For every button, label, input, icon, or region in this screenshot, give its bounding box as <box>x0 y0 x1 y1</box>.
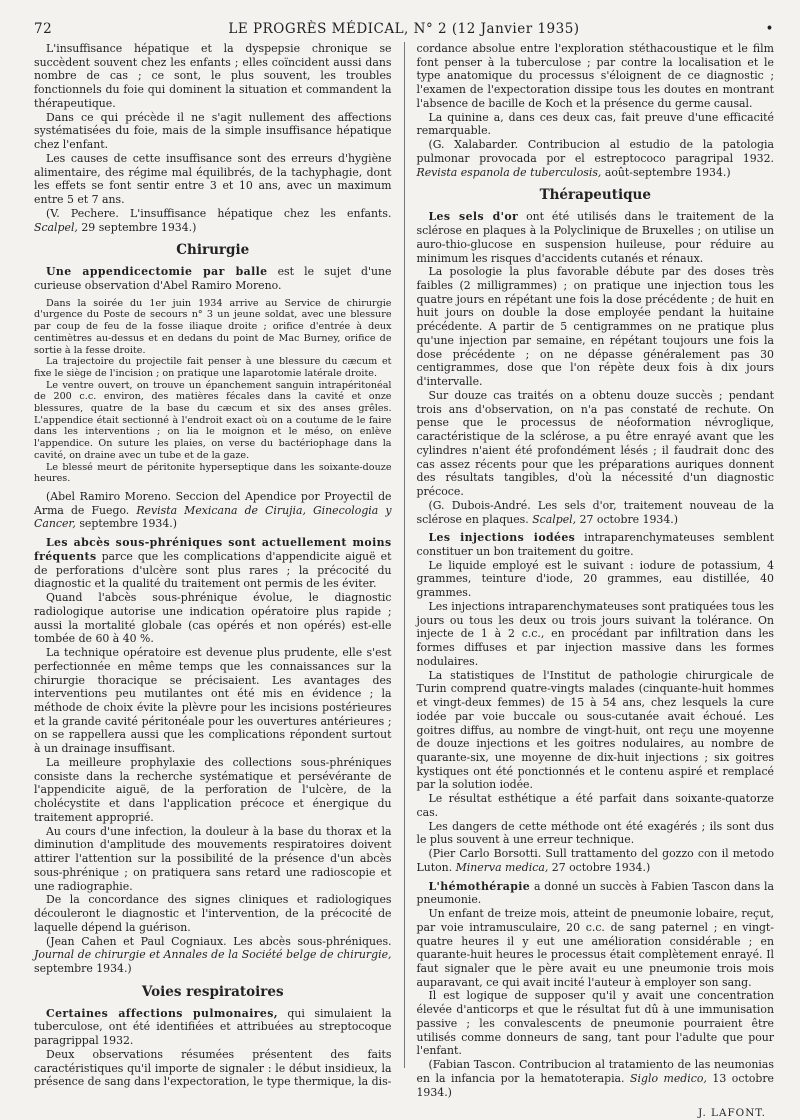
paragraph: La posologie la plus favorable débute par des doses très faibles (2 milligrammes) ; on pratique une injection tous les quatre jours en répétant une fois la dose précédente ; de huit en huit jours on double la dose employée pendant la huitaine précédente. A partir de 5 centigrammes on ne pratique plus qu'une injection par semaine, en répétant toujours une fois la dose précédente ; on ne dépasse généralement pas 30 centigrammes, dose que l'on répète deux fois à dix jours d'intervalle. <box>416 265 774 389</box>
paragraph: Au cours d'une infection, la douleur à la base du thorax et la diminution d'amplitude des mouvements respiratoires doivent attirer l'attention sur la possibilité de la présence d'un abcès sous-phrénique ; on pratiquera sans retard une radioscopie et une radiographie. <box>34 824 392 893</box>
paragraph: Sur douze cas traités on a obtenu douze succès ; pendant trois ans d'observation, on n'a pas constaté de rechute. On pense que le processus de néoformation névroglique, caractéristique de la sclérose, a pu être enrayé avant que les cylindres n'aient été profondément lésés ; il faudrait donc des cas assez récents pour que les préparations auriques donnent des résultats tangibles, d'où la nécessité d'un diagnostic précoce. <box>416 388 774 499</box>
paragraph: Un enfant de treize mois, atteint de pneumonie lobaire, reçut, par voie intramusculaire, 20 c.c. de sang paternel ; en vingt-quatre heures il y eut une amélioration considérable ; en quarante-huit heures le processus était complètement enrayé. Il faut signaler que le père avait eu une pneumonie trois mois auparavant, ce qui avait incité l'auteur à employer son sang. <box>416 907 774 989</box>
citation: (Jean Cahen et Paul Cogniaux. Les abcès sous-phréniques. Journal de chirurgie et Annales de la Société belge de chirurgie, septembre 1934.) <box>34 934 392 975</box>
paragraph: L'insuffisance hépatique et la dyspepsie chronique se succèdent souvent chez les enfants ; elles coïncident aussi dans nombre de cas ; ce sont, le plus souvent, les troubles fonctionnels du foie qui dominent la situation et commandent la thérapeutique. <box>34 42 392 110</box>
case-report: Le ventre ouvert, on trouve un épanchement sanguin intrapéritonéal de 200 c.c. environ, des matières fécales dans la cavité et onze blessures, quatre de la base du cæcum et six des anses grêles. L'appendice était sectionné à l'endroit exact où on a coutume de le faire dans les interventions ; on lia le moignon et le méso, on enlève l'appendice. On suture les plaies, on verse du bactériophage dans la cavité, on draine avec un tube et de la gaze. <box>34 379 392 461</box>
paragraph: Quand l'abcès sous-phrénique évolue, le diagnostic radiologique autorise une indication opératoire plus rapide ; aussi la mortalité globale (cas opérés et non opérés) est-elle tombée de 60 à 40 %. <box>34 591 392 646</box>
paragraph: La technique opératoire est devenue plus prudente, elle s'est perfectionnée en même temps que les connaissances sur la chirurgie thoracique se précisaient. Les avantages des interventions peu mutilantes ont été mis en évidence ; la méthode de choix évite la plèvre pour les incisions postérieures et la grande cavité péritonéale pour les ouvertures antérieures ; on se rappellera aussi que les complications répondent surtout à un drainage insuffisant. <box>34 646 392 756</box>
left-column <box>34 42 404 1089</box>
page-number: 72 <box>34 21 53 37</box>
article-intro: Une appendicectomie par balle est le sujet d'une curieuse observation d'Abel Ramiro Moreno. <box>34 265 392 293</box>
header-mark: • <box>765 21 774 37</box>
paragraph: Les dangers de cette méthode ont été exagérés ; ils sont dus le plus souvent à une erreur technique. <box>416 819 774 847</box>
citation: (G. Xalabarder. Contribucion al estudio de la patologia pulmonar provocada por el estreptococo paragripal 1932. Revista espanola de tuberculosis, août-septembre 1934.) <box>416 138 774 179</box>
case-report: Le blessé meurt de péritonite hyperseptique dans les soixante-douze heures. <box>34 461 392 485</box>
paragraph: Les injections intraparenchymateuses sont pratiquées tous les jours ou tous les deux ou trois jours suivant la tolérance. On injecte de 1 à 2 c.c., en procédant par infiltration dans les formes diffuses et par injection massive dans les formes nodulaires. <box>416 599 774 668</box>
citation: (Abel Ramiro Moreno. Seccion del Apendice por Proyectil de Arma de Fuego. Revista Mexicana de Cirujia, Ginecologia y Cancer, septembre 1934.) <box>34 490 392 531</box>
text-columns <box>34 42 775 1120</box>
article-intro: Les abcès sous-phréniques sont actuellement moins fréquents parce que les complications d'appendicite aiguë et de perforations d'ulcère sont plus rares ; la précocité du diagnostic et la qualité du traitement ont permis de les éviter. <box>34 536 392 591</box>
article-intro: Les sels d'or ont été utilisés dans le traitement de la sclérose en plaques à la Polyclinique de Bruxelles ; on utilise un auro-thio-glucose en suspension huileuse, pour réduire au minimum les risques d'accidents cutanés et rénaux. <box>416 210 775 265</box>
paragraph: La quinine a, dans ces deux cas, fait preuve d'une efficacité remarquable. <box>416 110 774 138</box>
article-intro: L'hémothérapie a donné un succès à Fabien Tascon dans la pneumonie. <box>416 879 775 907</box>
author-signature: J. LAFONT. <box>698 1107 766 1120</box>
paragraph: De la concordance des signes cliniques et radiologiques découleront le diagnostic et l'intervention, de la précocité de laquelle dépend la guérison. <box>34 893 392 934</box>
case-report: Dans la soirée du 1er juin 1934 arrive au Service de chirurgie d'urgence du Poste de secours n° 3 un jeune soldat, avec une blessure par coup de feu de la fosse iliaque droite ; orifice d'entrée à deux centimètres au-dessus et en dedans du point de Mac Burney, orifice de sortie à la fesse droite. <box>34 297 392 356</box>
article-intro: Les injections iodées intraparenchymateuses semblent constituer un bon traitement du goitre. <box>416 531 775 558</box>
case-report: La trajectoire du projectile fait penser à une blessure du cæcum et fixe le siège de l'incision ; on pratique une laparotomie latérale droite. <box>34 356 392 379</box>
section-heading-chirurgie: Chirurgie <box>176 242 250 259</box>
paragraph: Le résultat esthétique a été parfait dans soixante-quatorze cas. <box>416 792 774 819</box>
citation: (Fabian Tascon. Contribucion al tratamiento de las neumonias en la infancia por la hematoterapia. Siglo medico, 13 octobre 1934.) <box>416 1058 774 1099</box>
citation: (G. Dubois-André. Les sels d'or, traitement nouveau de la sclérose en plaques. Scalpel, 27 octobre 1934.) <box>416 498 774 526</box>
running-title: LE PROGRÈS MÉDICAL, N° 2 (12 Janvier 1935) <box>228 21 580 37</box>
paragraph: Il est logique de supposer qu'il y avait une concentration élevée d'anticorps et que le résultat fut dû à une immunisation passive ; les convalescents de pneumonie pourraient être utilisés comme donneurs de sang, tant pour l'adulte que pour l'enfant. <box>416 989 774 1058</box>
paragraph: Deux observations résumées présentent des faits caractéristiques qu'il importe de signaler : le début insidieux, la présence de sang dans l'expectoration, le type thermique, la dis- <box>34 1047 392 1089</box>
paragraph: La statistiques de l'Institut de pathologie chirurgicale de Turin comprend quatre-vingts malades (cinquante-huit hommes et vingt-deux femmes) de 15 à 54 ans, chez lesquels la cure iodée par voie buccale ou sous-cutanée avait échoué. Les goitres diffus, au nombre de vingt-huit, ont reçu une moyenne de douze injections et les goitres nodulaires, au nombre de quarante-six, une moyenne de dix-huit injections ; six goitres kystiques ont été ponctionnés et le contenu aspiré et remplacé par la solution iodée. <box>416 668 774 792</box>
paragraph: La meilleure prophylaxie des collections sous-phréniques consiste dans la recherche systématique et persévérante de l'appendicite aiguë, de la perforation de l'ulcère, de la cholécystite et dans l'application précoce et énergique du traitement approprié. <box>34 755 392 824</box>
paragraph: Les causes de cette insuffisance sont des erreurs d'hygiène alimentaire, des régime mal équilibrés, de la tachyphagie, dont les effets se font sentir entre 3 et 10 ans, avec un maximum entre 5 et 7 ans. <box>34 151 392 207</box>
citation: (Pier Carlo Borsotti. Sull trattamento del gozzo con il metodo Luton. Minerva medica, 27 octobre 1934.) <box>416 847 774 874</box>
article-intro: Certaines affections pulmonaires, qui simulaient la tuberculose, ont été identifiées et attribuées au streptocoque paragrippal 1932. <box>34 1006 392 1048</box>
section-heading-therapeutique: Thérapeutique <box>539 187 651 204</box>
running-header <box>34 18 774 40</box>
citation: (V. Pechere. L'insuffisance hépatique chez les enfants. Scalpel, 29 septembre 1934.) <box>34 206 392 234</box>
section-heading-voies-respiratoires: Voies respiratoires <box>141 983 284 1000</box>
paragraph: Le liquide employé est le suivant : iodure de potassium, 4 grammes, teinture d'iode, 20 grammes, eau distillée, 40 grammes. <box>416 558 774 600</box>
paragraph: Dans ce qui précède il ne s'agit nullement des affections systématisées du foie, mais de la simple insuffisance hépatique chez l'enfant. <box>34 110 392 152</box>
right-column <box>405 42 775 1120</box>
paragraph: cordance absolue entre l'exploration stéthacoustique et le film font penser à la tuberculose ; par contre la localisation et le type anatomique du processus s'éloignent de ce diagnostic ; l'examen de l'expectoration dissipe tous les doutes en montrant l'absence de bacille de Koch et la présence du germe causal. <box>416 42 774 110</box>
